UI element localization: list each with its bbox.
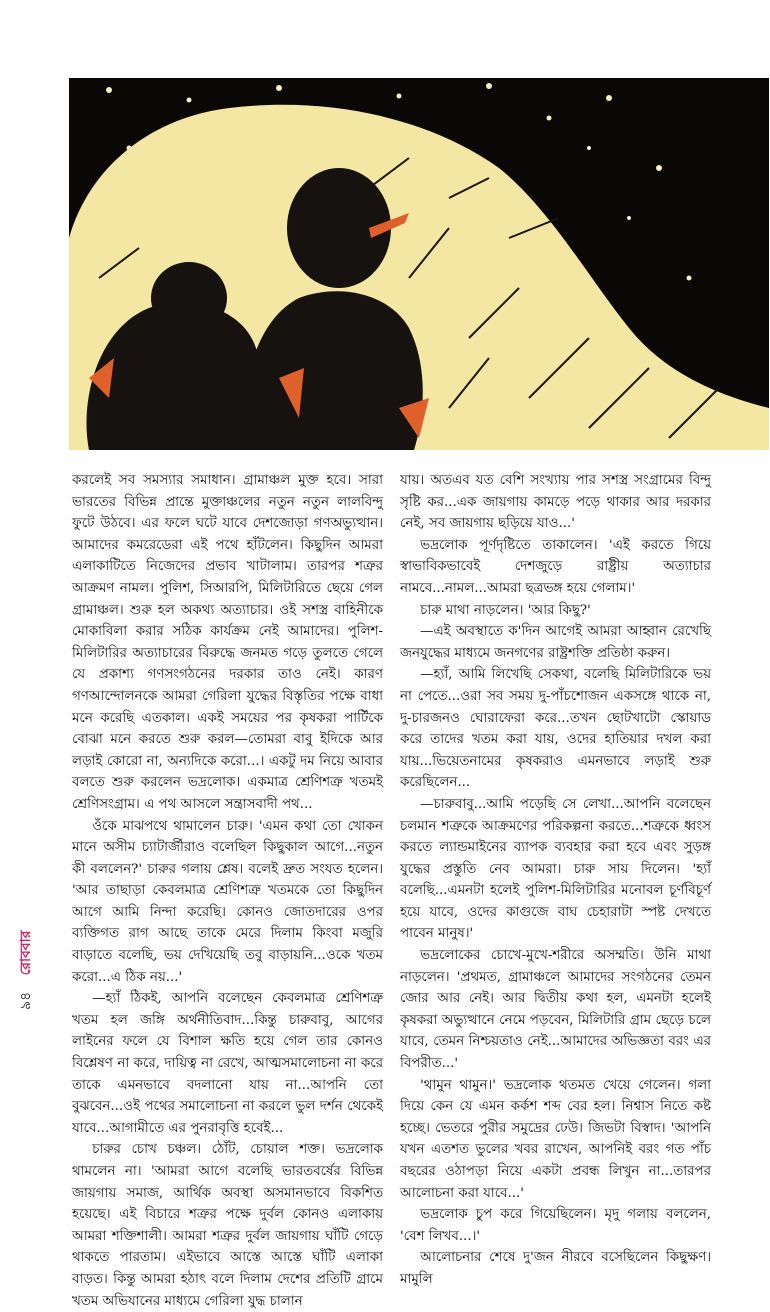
paragraph: করলেই সব সমস্যার সমাধান। গ্রামাঞ্চল মুক্ত হবে। সারা ভারতের বিভিন্ন প্রান্তে মুক্তাঞ্চলের নতুন নতুন লালবিন্দু ফুটে উঠবে। এর ফলে ঘটে যাবে দেশজোড়া গণঅভ্যুত্থান। আমাদের কমরেডেরা এই পথে হাঁটলেন। কিছুদিন আমরা এলাকাটিতে নিজেদের প্রভাব খাটালাম। তারপর শত্রুর আক্রমণ নামল। পুলিশ, সিআরপি, মিলিটারিতে ছেয়ে গেল গ্রামাঞ্চল। শুরু হল অকথ্য অত্যাচার। ওই সশস্ত্র বাহিনীকে মোকাবিলা করার সঠিক কার্যক্রম নেই আমাদের। পুলিশ-মিলিটারির অত্যাচারের বিরুদ্ধে জনমত গড়ে তুলতে গেলে যে প্রকাশ্য গণসংগঠনের দরকার তাও নেই। কারণ গণআন্দোলনকে আমরা গেরিলা যুদ্ধের বিস্তৃতির পক্ষে বাধা মনে করেছি এতকাল। একই সময়ের পর কৃষকরা পার্টিকে বোঝা মনে করতে শুরু করল—তোমরা বাবু ইদিকে আর লড়াই কোরো না, অন্যদিকে করো...। একটু দম নিয়ে আবার বলতে শুরু করলেন ভদ্রলোক। একমাত্র শ্রেণিশত্রু খতমই শ্রেণিসংগ্রাম। এ পথ আসলে সন্ত্রাসবাদী পথ...	[72, 473, 383, 812]
paragraph: ভদ্রলোক চুপ করে গিয়েছিলেন। মৃদু গলায় বললেন, 'বেশ লিখব...।'	[400, 1207, 711, 1244]
paragraph: —হ্যাঁ, আমি লিখেছি সেকথা, বলেছি মিলিটারিকে ভয় না পেতে...ওরা সব সময় দু-পাঁচশোজন একসঙ্গে থাকে না, দু-চারজনও ঘোরাফেরা করে...তখন ছোটখাটো স্কোয়াড করে তাদের খতম করা যায়, ওদের হাতিয়ার দখল করা যায়...ভিয়েতনামের কৃষকরাও এমনভাবে লড়াই শুরু করেছিলেন...	[400, 667, 711, 791]
paragraph: 'থামুন থামুন।' ভদ্রলোক থতমত খেয়ে গেলেন। গলা দিয়ে কেন যে এমন কর্কশ শব্দ বের হল। নিশ্বাস নিতে কষ্ট হচ্ছে। ভেতরে পুরীর সমুদ্রের ঢেউ। জিভটা বিস্বাদ। 'আপনি যখন এতশত ভুলের খবর রাখেন, আপনিই বরং গত পাঁচ বছরের ওঠাপড়া নিয়ে একটা প্রবন্ধ লিখুন না...তারপর আলোচনা করা যাবে...'	[400, 1077, 711, 1201]
paragraph: আলোচনার শেষে দু'জন নীরবে বসেছিলেন কিছুক্ষণ। মামুলি	[400, 1250, 711, 1287]
paragraph: —চারুবাবু...আমি পড়েছি সে লেখা...আপনি বলেছেন চলমান শত্রুকে আক্রমণের পরিকল্পনা করতে...শত্রুকে ধ্বংস করতে ল্যান্ডমাইনের ব্যাপক ব্যবহার করা হবে এবং সুড়ঙ্গ যুদ্ধের প্রস্তুতি নেব আমরা। চারু সায় দিলেন। 'হ্যাঁ বলেছি...এমনটা হলেই পুলিশ-মিলিটারির মনোবল চূর্ণবিচূর্ণ হয়ে যাবে, ওদের কাগুজে বাঘ চেহারাটা স্পষ্ট দেখতে পাবেন মানুষ।'	[400, 796, 711, 942]
woodcut-two-figures-night-illustration	[69, 78, 769, 450]
text-column-left	[72, 470, 383, 1312]
paragraph: ভদ্রলোকের চোখে-মুখে-শরীরে অসম্মতি। উনি মাথা নাড়লেন। 'প্রথমত, গ্রামাঞ্চলে আমাদের সংগঠনের তেমন জোর আর নেই। আর দ্বিতীয় কথা হল, এমনটা হলেই কৃষকরা অভ্যুত্থানে নেমে পড়বেন, মিলিটারি গ্রাম ছেড়ে চলে যাবে, তেমন নিশ্চয়তাও নেই...আমাদের অভিজ্ঞতা বরং এর বিপরীত...'	[400, 948, 711, 1072]
paragraph: —হ্যাঁ ঠিকই, আপনি বলেছেন কেবলমাত্র শ্রেণিশত্রু খতম হল জঙ্গি অর্থনীতিবাদ...কিন্তু চারুবাবু, আগের লাইনের ফলে যে বিশাল ক্ষতি হয়ে গেল তার কোনও বিশ্লেষণ না করে, দায়িত্ব না রেখে, আত্মসমালোচনা না করে তাকে এমনভাবে বদলানো যায় না...আপনি তো বুঝবেন...ওই পথের সমালোচনা না করলে ভুল দর্শন থেকেই যাবে...আগামীতে এর পুনরাবৃত্তি হবেই...	[72, 991, 383, 1136]
paragraph: চারু মাথা নাড়লেন। 'আর কিছু?'	[420, 602, 591, 618]
text-column-right	[400, 470, 711, 1291]
paragraph: চারুর চোখ চঞ্চল। ঠোঁট, চোয়াল শক্ত। ভদ্রলোক থামলেন না। 'আমরা আগে বলেছি ভারতবর্ষের বিভিন্ন জায়গায় সমাজ, আর্থিক অবস্থা অসমানভাবে বিকশিত হয়েছে। এই বিচারে শত্রুর পক্ষে দুর্বল কোনও এলাকায় আমরা শক্তিশালী। আমরা শত্রুর দুর্বল জায়গায় ঘাঁটি গেড়ে থাকতে পারতাম। এইভাবে আস্তে আস্তে ঘাঁটি এলাকা বাড়ত। কিন্তু আমরা হঠাৎ বলে দিলাম দেশের প্রতিটি গ্রামে খতম অভিযানের মাধ্যমে গেরিলা যুদ্ধ চালান	[72, 1142, 383, 1309]
page-footer	[14, 931, 38, 1010]
story-illustration	[69, 78, 769, 450]
page-number: ৯৪	[18, 991, 34, 1010]
magazine-name: রোববার	[18, 930, 34, 976]
paragraph: ভদ্রলোক পূর্ণদৃষ্টিতে তাকালেন। 'এই করতে গিয়ে স্বাভাবিকভাবেই দেশজুড়ে রাষ্ট্রীয় অত্যাচার নামবে...নামল...আমরা ছত্রভঙ্গ হয়ে গেলাম।'	[400, 537, 711, 596]
paragraph: ওঁকে মাঝপথে থামালেন চারু। 'এমন কথা তো খোকন মানে অসীম চ্যাটার্জীরাও বলেছিল কিছুকাল আগে...নতুন কী বললেন?' চারুর গলায় শ্লেষ। বলেই দ্রুত সংযত হলেন। 'আর তাছাড়া কেবলমাত্র শ্রেণিশত্রু খতমকে তো কিছুদিন আগে আমি নিন্দা করেছি। কোনও জোতদারের ওপর ব্যক্তিগত রাগ আছে তাকে মেরে দিলাম কিংবা মজুরি বাড়াতে বলেছি, ভয় দেখিয়েছি তবু বাড়ায়নি...ওকে খতম করো...এ ঠিক নয়...'	[72, 818, 383, 985]
paragraph: যায়। অতএব যত বেশি সংখ্যায় পার সশস্ত্র সংগ্রামের বিন্দু সৃষ্টি কর...এক জায়গায় কামড়ে পড়ে থাকার আর দরকার নেই, সব জায়গায় ছড়িয়ে যাও...'	[400, 473, 711, 532]
paragraph: —এই অবস্থাতে ক'দিন আগেই আমরা আহ্বান রেখেছি জনযুদ্ধের মাধ্যমে জনগণের রাষ্ট্রশক্তি প্রতিষ্ঠা করুন।	[400, 624, 711, 661]
